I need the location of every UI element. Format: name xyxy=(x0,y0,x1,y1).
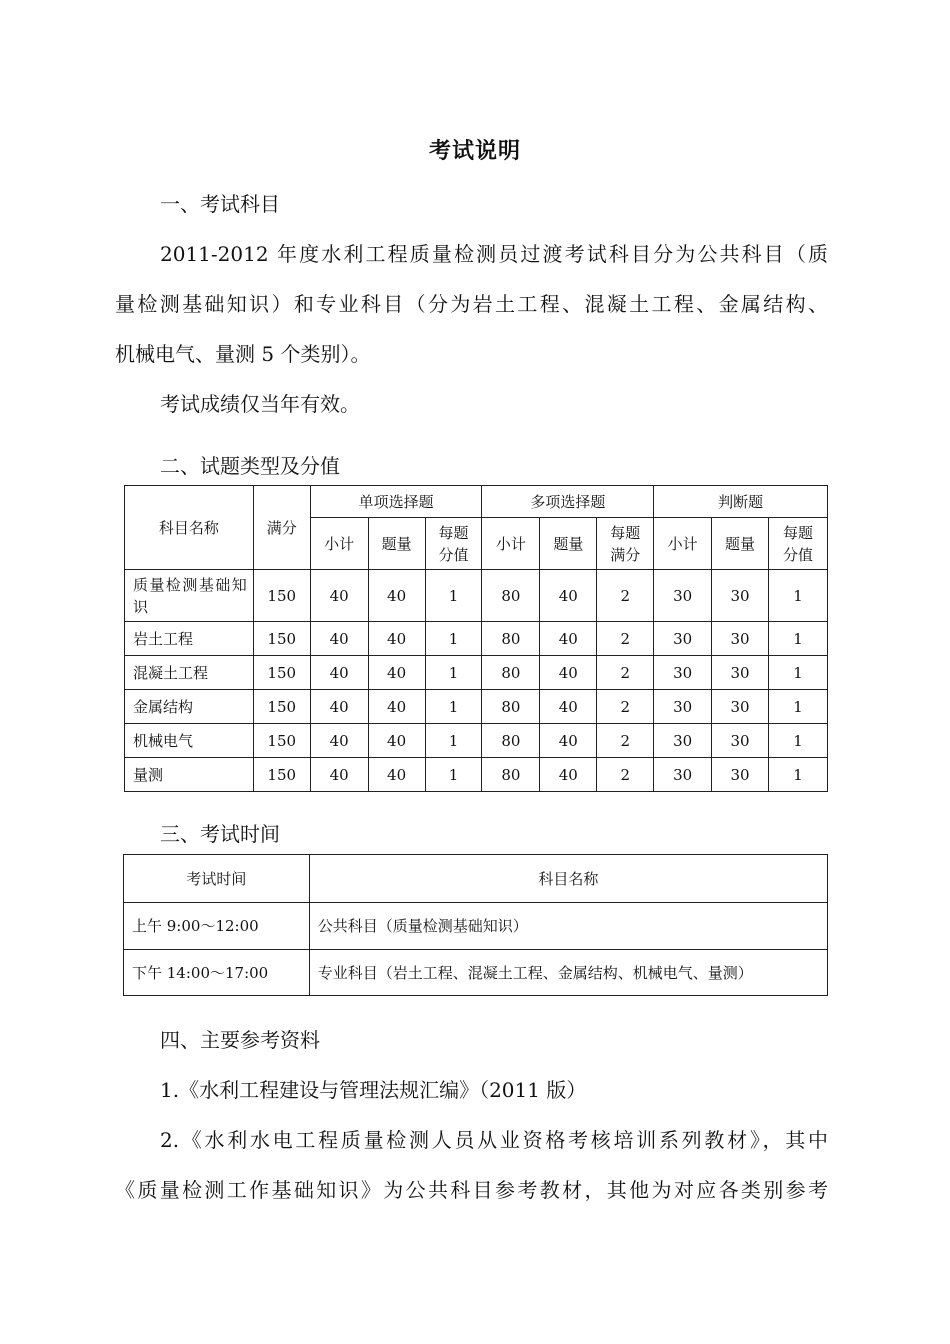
row-multi-each: 2 xyxy=(597,724,654,758)
table-row xyxy=(125,724,828,758)
row-multi-each: 2 xyxy=(597,758,654,792)
header-subject-name: 科目名称 xyxy=(309,855,827,903)
row-subject-name: 混凝土工程 xyxy=(125,656,254,690)
row-judge-subtotal: 30 xyxy=(654,690,712,724)
header-full-score: 满分 xyxy=(253,486,310,570)
subheader-count: 题量 xyxy=(368,518,425,570)
row-multi-subtotal: 80 xyxy=(482,724,540,758)
table-row xyxy=(125,758,828,792)
row-judge-subtotal: 30 xyxy=(654,656,712,690)
row-subject-name: 量测 xyxy=(125,758,254,792)
row-single-subtotal: 40 xyxy=(310,690,368,724)
row-single-count: 40 xyxy=(368,570,425,622)
row-judge-subtotal: 30 xyxy=(654,570,712,622)
row-single-each: 1 xyxy=(425,690,482,724)
row-judge-subtotal: 30 xyxy=(654,758,712,792)
row-full-score: 150 xyxy=(253,622,310,656)
section-1-paragraph-line-2: 量检测基础知识）和专业科目（分为岩土工程、混凝土工程、金属结构、 xyxy=(115,292,828,316)
row-multi-each: 2 xyxy=(597,622,654,656)
row-full-score: 150 xyxy=(253,724,310,758)
exam-time-table xyxy=(123,854,828,996)
row-multi-subtotal: 80 xyxy=(482,690,540,724)
row-judge-count: 30 xyxy=(712,724,769,758)
row-judge-count: 30 xyxy=(712,758,769,792)
row-judge-each: 1 xyxy=(769,656,828,690)
subheader-count: 题量 xyxy=(712,518,769,570)
row-judge-each: 1 xyxy=(769,622,828,656)
row-multi-count: 40 xyxy=(540,758,597,792)
table-row xyxy=(124,950,828,996)
row-single-subtotal: 40 xyxy=(310,758,368,792)
subheader-subtotal: 小计 xyxy=(654,518,712,570)
row-multi-subtotal: 80 xyxy=(482,622,540,656)
row-multi-each: 2 xyxy=(597,570,654,622)
table-row xyxy=(125,622,828,656)
section-4-heading: 四、主要参考资料 xyxy=(160,1028,320,1052)
header-single-choice: 单项选择题 xyxy=(310,486,482,518)
row-single-each: 1 xyxy=(425,724,482,758)
row-multi-count: 40 xyxy=(540,570,597,622)
row-multi-count: 40 xyxy=(540,724,597,758)
row-single-count: 40 xyxy=(368,622,425,656)
row-single-each: 1 xyxy=(425,622,482,656)
subheader-subtotal: 小计 xyxy=(482,518,540,570)
header-subject-name: 科目名称 xyxy=(125,486,254,570)
row-subject-name: 公共科目（质量检测基础知识） xyxy=(309,903,827,950)
row-single-count: 40 xyxy=(368,724,425,758)
row-single-count: 40 xyxy=(368,758,425,792)
validity-note: 考试成绩仅当年有效。 xyxy=(160,392,360,416)
row-judge-count: 30 xyxy=(712,622,769,656)
section-1-paragraph-line-1: 2011-2012 年度水利工程质量检测员过渡考试科目分为公共科目（质 xyxy=(160,242,828,266)
row-multi-each: 2 xyxy=(597,656,654,690)
row-single-each: 1 xyxy=(425,570,482,622)
row-full-score: 150 xyxy=(253,690,310,724)
table-row xyxy=(125,570,828,622)
subheader-subtotal: 小计 xyxy=(310,518,368,570)
row-judge-each: 1 xyxy=(769,724,828,758)
header-judgement: 判断题 xyxy=(654,486,828,518)
reference-2-line-2: 《质量检测工作基础知识》为公共科目参考教材，其他为对应各类别参考 xyxy=(115,1178,828,1202)
row-multi-subtotal: 80 xyxy=(482,570,540,622)
row-judge-each: 1 xyxy=(769,758,828,792)
row-single-each: 1 xyxy=(425,656,482,690)
header-multi-choice: 多项选择题 xyxy=(482,486,654,518)
row-single-count: 40 xyxy=(368,656,425,690)
section-1-paragraph-line-3: 机械电气、量测 5 个类别）。 xyxy=(115,342,371,366)
row-judge-subtotal: 30 xyxy=(654,622,712,656)
section-1-heading: 一、考试科目 xyxy=(160,192,280,216)
page-title: 考试说明 xyxy=(428,138,521,164)
row-judge-count: 30 xyxy=(712,656,769,690)
reference-2-line-1: 2.《水利水电工程质量检测人员从业资格考核培训系列教材》，其中 xyxy=(160,1128,828,1152)
row-multi-count: 40 xyxy=(540,690,597,724)
subheader-per-question-full: 每题 满分 xyxy=(597,518,654,570)
row-judge-subtotal: 30 xyxy=(654,724,712,758)
row-exam-time: 下午 14:00～17:00 xyxy=(124,950,310,996)
subheader-count: 题量 xyxy=(540,518,597,570)
row-single-each: 1 xyxy=(425,758,482,792)
row-subject-name: 质量检测基础知识 xyxy=(125,570,254,622)
row-single-subtotal: 40 xyxy=(310,656,368,690)
row-judge-count: 30 xyxy=(712,570,769,622)
row-single-subtotal: 40 xyxy=(310,724,368,758)
row-judge-each: 1 xyxy=(769,570,828,622)
table-header-row xyxy=(124,855,828,903)
row-exam-time: 上午 9:00～12:00 xyxy=(124,903,310,950)
row-judge-count: 30 xyxy=(712,690,769,724)
row-multi-subtotal: 80 xyxy=(482,656,540,690)
row-subject-name: 专业科目（岩土工程、混凝土工程、金属结构、机械电气、量测） xyxy=(309,950,827,996)
subheader-per-question-score: 每题 分值 xyxy=(425,518,482,570)
row-multi-each: 2 xyxy=(597,690,654,724)
row-multi-count: 40 xyxy=(540,622,597,656)
table-header-row xyxy=(125,486,828,518)
row-single-subtotal: 40 xyxy=(310,570,368,622)
row-full-score: 150 xyxy=(253,656,310,690)
section-2-heading: 二、试题类型及分值 xyxy=(160,454,340,478)
score-table xyxy=(124,485,828,792)
table-row xyxy=(124,903,828,950)
table-row xyxy=(125,656,828,690)
row-judge-each: 1 xyxy=(769,690,828,724)
section-3-heading: 三、考试时间 xyxy=(160,822,280,846)
row-multi-count: 40 xyxy=(540,656,597,690)
row-multi-subtotal: 80 xyxy=(482,758,540,792)
row-single-subtotal: 40 xyxy=(310,622,368,656)
row-subject-name: 岩土工程 xyxy=(125,622,254,656)
subheader-per-question-score: 每题 分值 xyxy=(769,518,828,570)
header-exam-time: 考试时间 xyxy=(124,855,310,903)
row-subject-name: 机械电气 xyxy=(125,724,254,758)
row-full-score: 150 xyxy=(253,570,310,622)
row-subject-name: 金属结构 xyxy=(125,690,254,724)
row-single-count: 40 xyxy=(368,690,425,724)
row-full-score: 150 xyxy=(253,758,310,792)
table-row xyxy=(125,690,828,724)
reference-1: 1.《水利工程建设与管理法规汇编》（2011 版） xyxy=(160,1078,587,1102)
